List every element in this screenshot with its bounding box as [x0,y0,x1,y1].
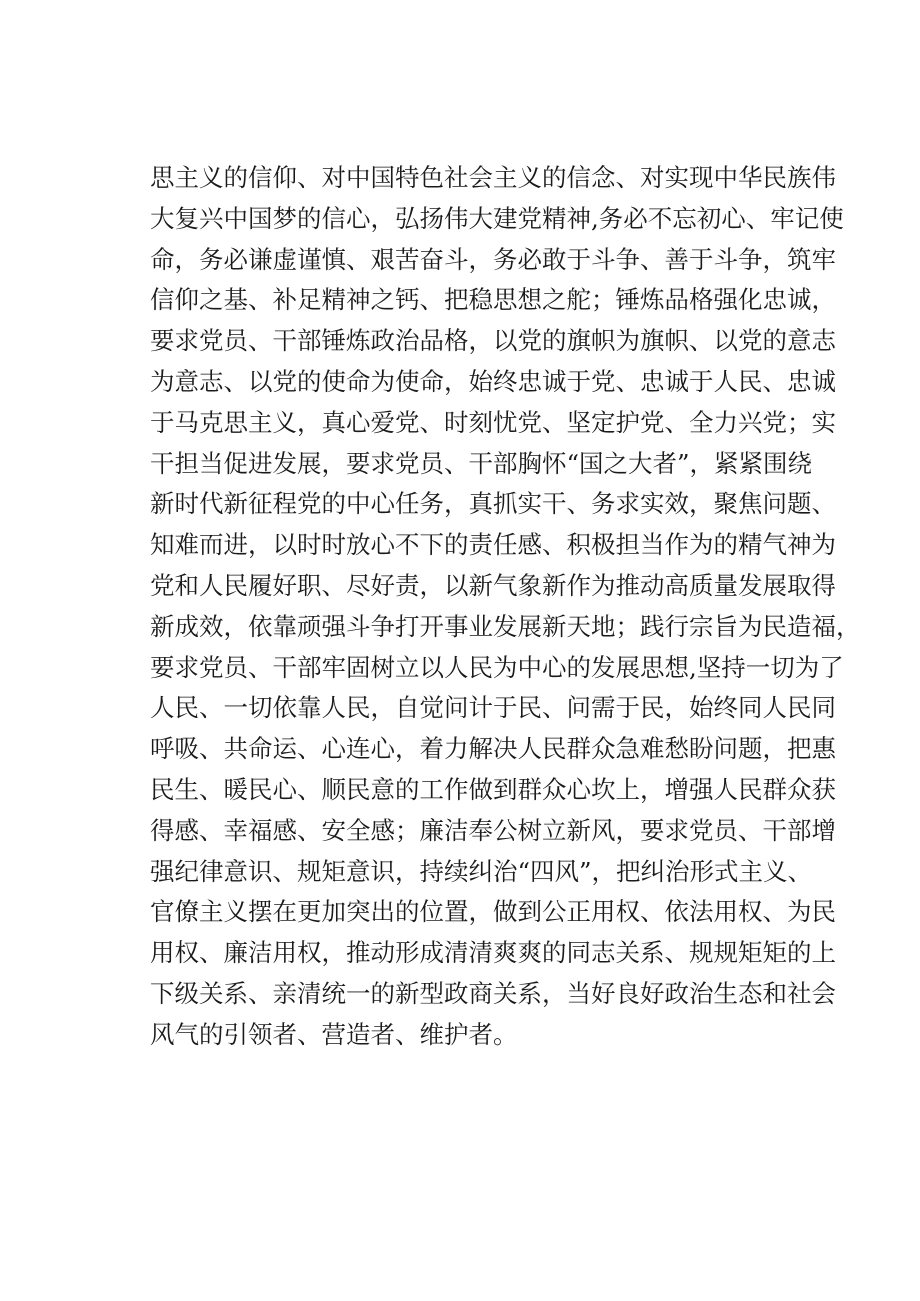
text-line: 知难而进，以时时放心不下的责任感、积极担当作为的精气神为 [150,530,836,560]
text-line: 大复兴中国梦的信心，弘扬伟大建党精神,务必不忘初心、牢记使 [150,203,844,233]
text-line: 强纪律意识、规矩意识，持续纠治“四风”，把纠治形式主义、 [150,856,813,886]
text-line: 新时代新征程党的中心任务，真抓实干、务求实效，聚焦问题、 [150,489,836,519]
text-line: 风气的引领者、营造者、维护者。 [150,1019,518,1049]
text-line: 为意志、以党的使命为使命，始终忠诚于党、忠诚于人民、忠诚 [150,366,836,396]
body-paragraph [150,158,861,1056]
text-line: 用权、廉洁用权，推动形成清清爽爽的同志关系、规规矩矩的上 [150,938,836,968]
text-line: 得感、幸福感、安全感；廉洁奉公树立新风，要求党员、干部增 [150,815,836,845]
text-line: 下级关系、亲清统一的新型政商关系，当好良好政治生态和社会 [150,978,836,1008]
text-line: 党和人民履好职、尽好责，以新气象新作为推动高质量发展取得 [150,570,836,600]
text-line: 民生、暖民心、顺民意的工作做到群众心坎上，增强人民群众获 [150,774,836,804]
text-line: 要求党员、干部牢固树立以人民为中心的发展思想,坚持一切为了 [150,652,844,682]
text-line: 新成效，依靠顽强斗争打开事业发展新天地；践行宗旨为民造福， [150,611,861,641]
text-line: 人民、一切依靠人民，自觉问计于民、问需于民，始终同人民同 [150,693,836,723]
text-line: 官僚主义摆在更加突出的位置，做到公正用权、依法用权、为民 [150,897,836,927]
text-line: 干担当促进发展，要求党员、干部胸怀“国之大者”，紧紧围绕 [150,448,813,478]
text-line: 要求党员、干部锤炼政治品格，以党的旗帜为旗帜、以党的意志 [150,326,836,356]
text-line: 于马克思主义，真心爱党、时刻忧党、坚定护党、全力兴党；实 [150,407,836,437]
text-line: 信仰之基、补足精神之钙、把稳思想之舵；锤炼品格强化忠诚， [150,285,836,315]
text-line: 命，务必谦虚谨慎、艰苦奋斗，务必敢于斗争、善于斗争，筑牢 [150,244,836,274]
text-line: 呼吸、共命运、心连心，着力解决人民群众急难愁盼问题，把惠 [150,734,836,764]
text-line: 思主义的信仰、对中国特色社会主义的信念、对实现中华民族伟 [150,163,836,192]
